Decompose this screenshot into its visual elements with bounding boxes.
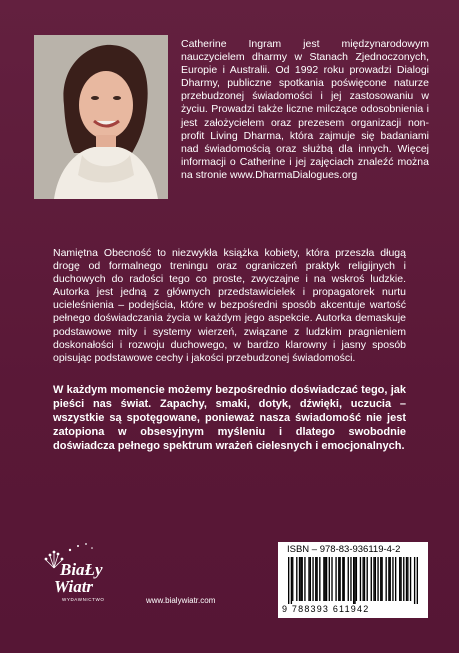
barcode-bar [348, 557, 349, 601]
barcode-bar [395, 557, 396, 601]
barcode-bar [377, 557, 378, 601]
barcode-bar [386, 557, 387, 601]
barcode-bar [362, 557, 363, 601]
publisher-logo [40, 538, 140, 608]
barcode-bar [356, 557, 357, 601]
author-portrait [34, 35, 168, 199]
barcode-bar [399, 557, 400, 601]
barcode-bar [316, 557, 317, 601]
barcode-bar [344, 557, 345, 601]
barcode-bar [292, 557, 293, 601]
barcode-bar [403, 557, 404, 601]
barcode-bar [291, 557, 292, 604]
barcode-digits: 9 788393 611942 [282, 604, 370, 614]
barcode-bar [410, 557, 411, 601]
barcode-bar [417, 557, 418, 604]
barcode-bar [302, 557, 303, 601]
barcode-bar [315, 557, 316, 601]
barcode-bar [406, 557, 407, 601]
publisher-website[interactable]: www.bialywiatr.com [146, 596, 216, 605]
logo-text-wydawnictwo: WYDAWNICTWO [62, 597, 105, 602]
barcode-bar [350, 557, 351, 601]
book-quote: W każdym momencie możemy bezpośrednio doświadczać tego, jak pieści nas świat. Zapachy, smaki, dotyk, dźwięki, uczucia – wszystkie są spotęgowane, ponieważ nasza świadomość nie jest zatopiona w obsesyjnym myśleniu i dlatego swobodnie doświadcza pełnego spektrum wrażeń cielesnych i emocjonalnych. [53, 384, 406, 452]
barcode-bar [299, 557, 300, 601]
barcode-bar [288, 557, 289, 604]
barcode-bar [312, 557, 313, 601]
barcode-bar [392, 557, 393, 601]
barcode-bar [329, 557, 330, 601]
barcode [278, 542, 428, 618]
barcode-bar [323, 557, 324, 601]
barcode-bar [400, 557, 401, 601]
barcode-bar [381, 557, 382, 601]
barcode-bar [354, 557, 355, 604]
logo-text-bialy: BiaŁy [60, 560, 103, 579]
barcode-bar [342, 557, 343, 601]
barcode-bar [331, 557, 332, 601]
barcode-bar [338, 557, 339, 601]
barcode-bar [388, 557, 389, 601]
author-bio: Catherine Ingram jest międzynarodowym nauczycielem dharmy w Stanach Zjednoczonych, Europie i Australii. Od 1992 roku prowadzi Dialogi Dharmy, publiczne spotkania poświęcone naturze przebudzonej świadomości i jej zastosowaniu w życiu. Prowadzi także liczne milczące odosobnienia i jest założycielem oraz prezesem organizacji non-profit Living Dharma, która zajmuje się badaniami nad świadomością oraz służbą dla innych. Więcej informacji o Catherine i jej zajęciach znaleźć można na stronie www.DharmaDialogues.org [181, 38, 429, 181]
barcode-bar [308, 557, 309, 601]
barcode-bar [390, 557, 391, 601]
barcode-bar [325, 557, 326, 601]
barcode-bar [367, 557, 368, 601]
barcode-bar [335, 557, 336, 601]
book-description: Namiętna Obecność to niezwykła książka kobiety, która przeszła długą drogę od formalnego treningu oraz ograniczeń praktyk religijnych i duchowych do radości tego co proste, zwyczajne i na wskroś ludzkie. Autorka jest jedną z głównych przedstawicielek i propagatorek nurtu ucieleśnienia – podejścia, które w bezpośredni sposób akcentuje wartość pełnego doświadczania życia w każdym jego aspekcie. Autorka demaskuje podstawowe mity i systemy wierzeń, związane z ludzkim pragnieniem doskonałości i rozwoju duchowego, w bardzo klarowny i jasny sposób opisując podstawowe cechy i jakości przebudzonej świadomości. [53, 247, 406, 364]
barcode-bar [364, 557, 365, 601]
barcode-bar [319, 557, 320, 601]
barcode-bar [310, 557, 311, 601]
logo-text-wiatr: Wiatr [54, 577, 94, 596]
barcode-bar [371, 557, 372, 601]
barcode-bar [304, 557, 305, 601]
barcode-bars [288, 557, 418, 604]
barcode-bar [360, 557, 361, 601]
isbn-label: ISBN – 978-83-936119-4-2 [287, 544, 401, 555]
barcode-bar [326, 557, 327, 601]
barcode-bar [375, 557, 376, 601]
barcode-bar [296, 557, 297, 601]
barcode-bar [373, 557, 374, 601]
barcode-bar [353, 557, 354, 604]
barcode-bar [339, 557, 340, 601]
barcode-bar [300, 557, 301, 601]
barcode-bar [414, 557, 415, 604]
barcode-bar [380, 557, 381, 601]
barcode-bar [407, 557, 408, 601]
